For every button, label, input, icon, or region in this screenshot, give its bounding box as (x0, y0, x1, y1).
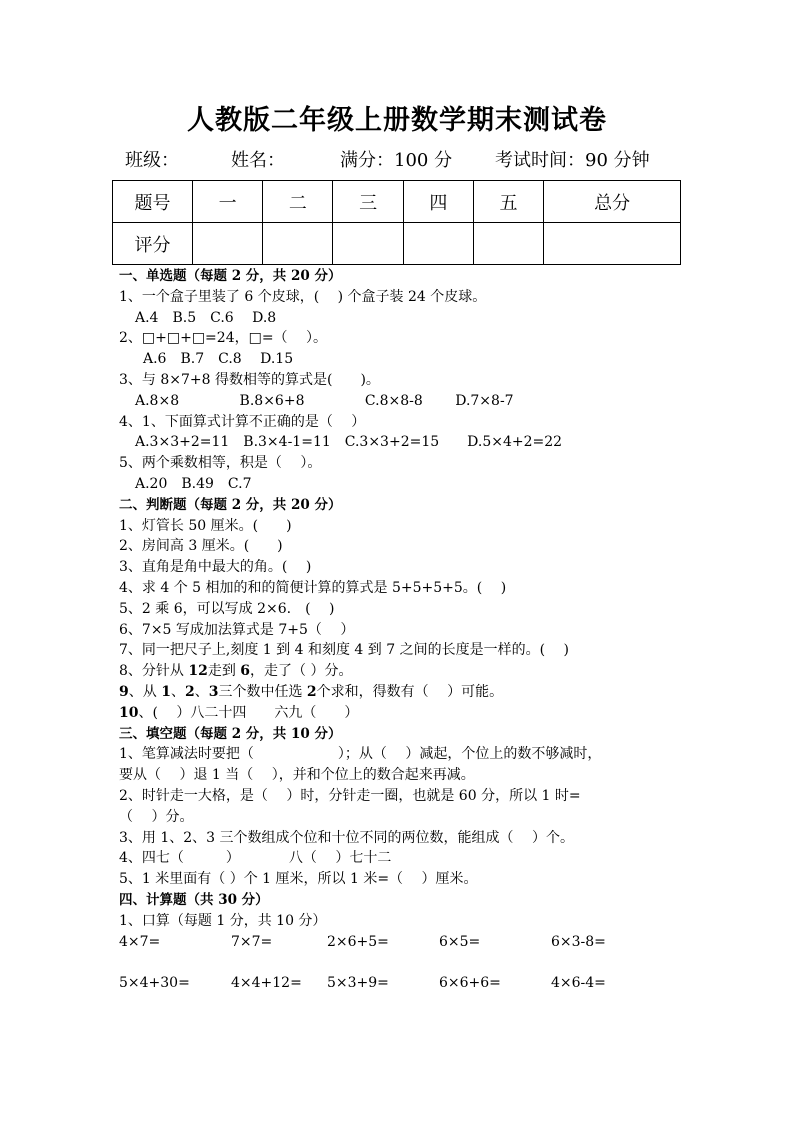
spacer (119, 952, 699, 973)
question-part: 2 (184, 683, 195, 700)
question-part: 、( ）八二十四 六九（ ） (138, 704, 359, 721)
question: 2、房间高 3 厘米。( ) (119, 538, 283, 555)
section-heading: 三、填空题（每题 2 分，共 10 分） (119, 725, 342, 742)
score-cell (544, 223, 681, 265)
question: 3、用 1、2、3 三个数组成个位和十位不同的两位数，能组成（ ）个。 (119, 829, 574, 846)
mental-math-row (119, 932, 699, 953)
question-part: 、 (194, 683, 209, 700)
score-row-label: 评分 (113, 223, 193, 265)
question: 5、2 乘 6，可以写成 2×6. ( ) (119, 600, 335, 617)
header-cell: 二 (263, 181, 333, 223)
question: 1、一个盒子里装了 6 个皮球，( ) 个盒子装 24 个皮球。 (119, 288, 487, 305)
question (119, 703, 699, 724)
question: 3、直角是角中最大的角。( ) (119, 559, 312, 576)
question: 1、灯管长 50 厘米。( ) (119, 517, 292, 534)
question (119, 661, 699, 682)
mental-math-row (119, 973, 699, 994)
question-part: 、 (170, 683, 185, 700)
question: 4、1、下面算式计算不正确的是（ ） (119, 413, 366, 430)
math-item: 2×6+5= (327, 933, 389, 950)
full-score-label: 满分：100 分 (340, 150, 453, 171)
question-part: 走到 (207, 663, 241, 680)
question-part: 9 (119, 683, 129, 700)
question-options: A.6 B.7 C.8 D.15 (143, 351, 294, 368)
question-part: ，走了（ ）分。 (250, 663, 353, 680)
question-options: A.4 B.5 C.6 D.8 (135, 309, 277, 326)
section-heading: 四、计算题（共 30 分） (119, 891, 269, 908)
score-cell (403, 223, 473, 265)
math-item: 6×6+6= (439, 975, 501, 992)
question: 4、求 4 个 5 相加的和的简便计算的算式是 5+5+5+5。( ) (119, 579, 507, 596)
class-label: 班级： (125, 150, 179, 171)
math-item: 5×3+9= (327, 975, 389, 992)
score-table-score-row (113, 223, 681, 265)
sub-heading: 1、口算（每题 1 分，共 10 分） (119, 912, 327, 929)
header-cell: 四 (403, 181, 473, 223)
question-part: 3 (208, 683, 219, 700)
math-item: 4×4+12= (231, 975, 302, 992)
question-part: 10 (119, 704, 139, 721)
question-options: A.8×8 B.8×6+8 C.8×8-8 D.7×8-7 (135, 392, 514, 409)
question: 1、笔算减法时要把（ ）；从（ ）减起，个位上的数不够减时， (119, 746, 602, 763)
math-item: 6×5= (439, 933, 481, 950)
question (119, 682, 699, 703)
header-cell: 总分 (544, 181, 681, 223)
score-cell (473, 223, 543, 265)
math-item: 7×7= (231, 933, 273, 950)
header-cell: 一 (193, 181, 263, 223)
question-part: 1 (161, 683, 171, 700)
student-info-line (125, 146, 685, 170)
header-cell: 五 (473, 181, 543, 223)
question: 3、与 8×7+8 得数相等的算式是( )。 (119, 371, 380, 388)
header-cell: 三 (333, 181, 403, 223)
question-part: 个求和，得数有（ ）可能。 (316, 683, 504, 700)
question: 5、1 米里面有（ ）个 1 厘米，所以 1 米=（ ）厘米。 (119, 871, 478, 888)
question-options: A.3×3+2=11 B.3×4-1=11 C.3×3+2=15 D.5×4+2=22 (135, 434, 563, 451)
math-item: 6×3-8= (551, 933, 606, 950)
section-heading: 二、判断题（每题 2 分，共 20 分） (119, 496, 342, 513)
score-cell (333, 223, 403, 265)
math-item: 4×6-4= (551, 975, 606, 992)
math-item: 4×7= (119, 933, 161, 950)
math-item: 5×4+30= (119, 975, 190, 992)
question: 2、□+□+□=24，□=（ ）。 (119, 330, 328, 347)
question-part: 三个数中任选 (218, 683, 307, 700)
question: 要从（ ）退 1 当（ ），并和个位上的数合起来再减。 (119, 767, 475, 784)
exam-time-label: 考试时间：90 分钟 (495, 150, 650, 171)
exam-content (119, 266, 699, 994)
score-table-header-row (113, 181, 681, 223)
question-part: 、从 (128, 683, 162, 700)
question-part: 2 (306, 683, 317, 700)
header-cell: 题号 (113, 181, 193, 223)
page-title: 人教版二年级上册数学期末测试卷 (187, 105, 607, 136)
question-part: 12 (188, 663, 208, 680)
name-label: 姓名： (231, 150, 285, 171)
question-part: 6 (240, 663, 251, 680)
question: 4、四七（ ） 八（ ）七十二 (119, 850, 392, 867)
score-cell (193, 223, 263, 265)
section-heading: 一、单选题（每题 2 分，共 20 分） (119, 268, 342, 284)
question: 5、两个乘数相等，积是（ ）。 (119, 455, 322, 472)
question: 7、同一把尺子上,刻度 1 到 4 和刻度 4 到 7 之间的长度是一样的。( ) (119, 642, 569, 659)
question: 2、时针走一大格，是（ ）时，分针走一圈，也就是 60 分，所以 1 时= (119, 787, 581, 804)
question-options: A.20 B.49 C.7 (135, 475, 252, 492)
question-part: 8、分针从 (119, 663, 189, 680)
question: 6、7×5 写成加法算式是 7+5（ ） (119, 621, 355, 638)
score-table (112, 180, 681, 265)
score-cell (263, 223, 333, 265)
question: （ ）分。 (119, 808, 194, 825)
